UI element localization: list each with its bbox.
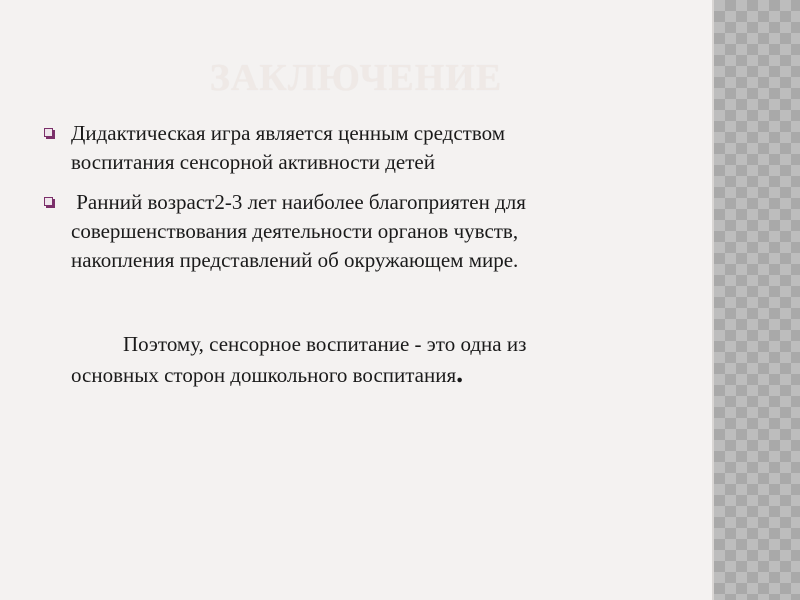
conclusion-text: основных сторон дошкольного воспитания xyxy=(71,363,457,387)
bullet-text-line: воспитания сенсорной активности детей xyxy=(71,150,435,174)
bullet-item xyxy=(44,188,664,275)
bullet-item xyxy=(44,119,664,177)
slide-title: ЗАКЛЮЧЕНИЕ xyxy=(209,57,503,99)
bullet-text-line: совершенствования деятельности органов чувств, xyxy=(71,219,519,243)
conclusion-line xyxy=(71,359,671,390)
hollow-square-bullet-icon xyxy=(44,197,53,206)
bullet-text-line: Ранний возраст2-3 лет наиболее благоприятен для xyxy=(71,190,526,214)
conclusion-text: Поэтому, сенсорное воспитание - это одна из xyxy=(123,332,527,356)
bullet-text-line: накопления представлений об окружающем мире. xyxy=(71,248,519,272)
conclusion-end-mark: . xyxy=(456,358,464,389)
bullet-list xyxy=(44,119,664,286)
conclusion-paragraph xyxy=(71,330,671,390)
conclusion-line xyxy=(71,330,671,359)
diamond-pattern-decoration xyxy=(714,0,800,600)
hollow-square-bullet-icon xyxy=(44,128,53,137)
bullet-text-line: Дидактическая игра является ценным средством xyxy=(71,121,505,145)
